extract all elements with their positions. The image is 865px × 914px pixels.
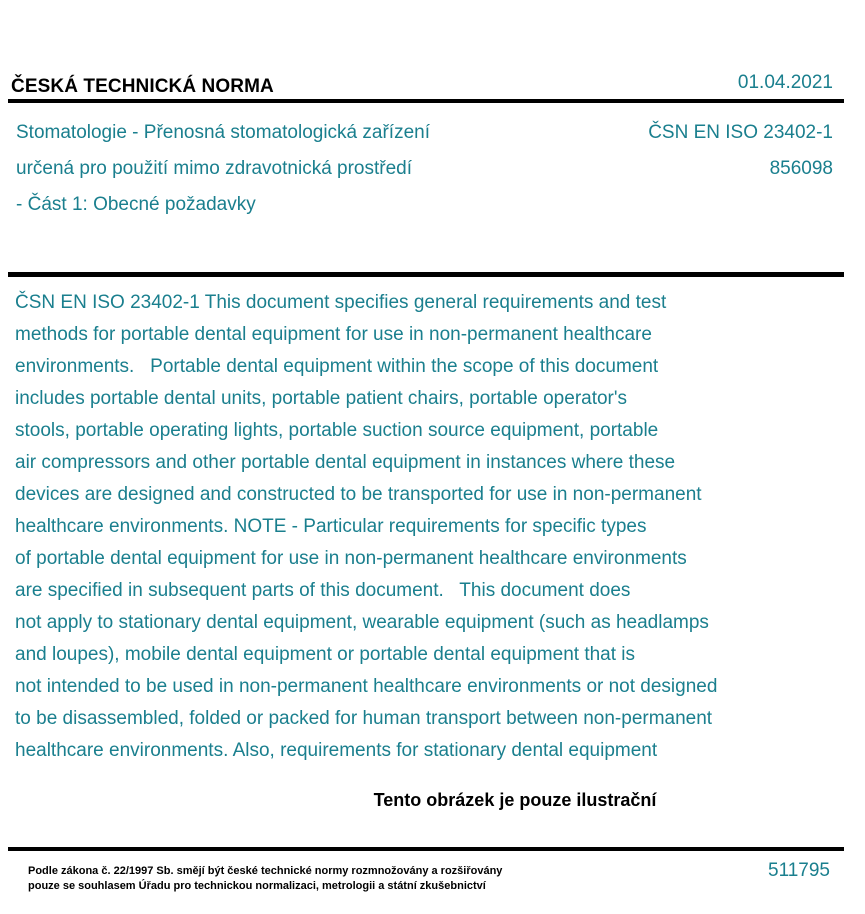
norm-title: ČESKÁ TECHNICKÁ NORMA: [11, 76, 274, 97]
legal-line: pouze se souhlasem Úřadu pro technickou normalizaci, metrologii a státní zkušebnictví: [28, 880, 486, 892]
abstract-line: are specified in subsequent parts of this document. This document does: [15, 580, 631, 601]
subject-line: určená pro použití mimo zdravotnická prostředí: [16, 158, 413, 179]
legal-notice: [28, 864, 502, 894]
abstract-line: devices are designed and constructed to be transported for use in non-permanent: [15, 484, 702, 505]
abstract-text: [15, 287, 845, 767]
abstract-line: not intended to be used in non-permanent healthcare environments or not designed: [15, 676, 718, 697]
abstract-line: of portable dental equipment for use in non-permanent healthcare environments: [15, 548, 687, 569]
legal-line: Podle zákona č. 22/1997 Sb. smějí být české technické normy rozmnožovány a rozšiřovány: [28, 865, 503, 877]
standard-codes: [648, 115, 833, 187]
abstract-line: methods for portable dental equipment for use in non-permanent healthcare: [15, 324, 652, 345]
middle-divider: [8, 272, 844, 277]
subject-title: [16, 115, 536, 223]
document-header: [11, 70, 843, 100]
top-divider: [8, 99, 844, 103]
abstract-line: includes portable dental units, portable patient chairs, portable operator's: [15, 388, 628, 409]
publication-date: 01.04.2021: [737, 72, 833, 93]
document-id: 511795: [768, 860, 830, 881]
abstract-line: to be disassembled, folded or packed for human transport between non-permanent: [15, 708, 713, 729]
class-number: 856098: [769, 158, 833, 179]
subject-line: - Část 1: Obecné požadavky: [16, 194, 256, 215]
abstract-line: and loupes), mobile dental equipment or portable dental equipment that is: [15, 644, 636, 665]
standard-number: ČSN EN ISO 23402-1: [648, 122, 833, 143]
subject-line: Stomatologie - Přenosná stomatologická zařízení: [16, 122, 430, 143]
abstract-line: healthcare environments. Also, requirements for stationary dental equipment: [15, 740, 658, 761]
abstract-line: not apply to stationary dental equipment, wearable equipment (such as headlamps: [15, 612, 709, 633]
abstract-line: healthcare environments. NOTE - Particular requirements for specific types: [15, 516, 647, 537]
abstract-line: stools, portable operating lights, portable suction source equipment, portable: [15, 420, 659, 441]
bottom-divider: [8, 847, 844, 851]
abstract-line: air compressors and other portable dental equipment in instances where these: [15, 452, 676, 473]
abstract-line: environments. Portable dental equipment within the scope of this document: [15, 356, 659, 377]
illustration-note: Tento obrázek je pouze ilustrační: [373, 790, 657, 810]
abstract-line: ČSN EN ISO 23402-1 This document specifies general requirements and test: [15, 292, 667, 313]
